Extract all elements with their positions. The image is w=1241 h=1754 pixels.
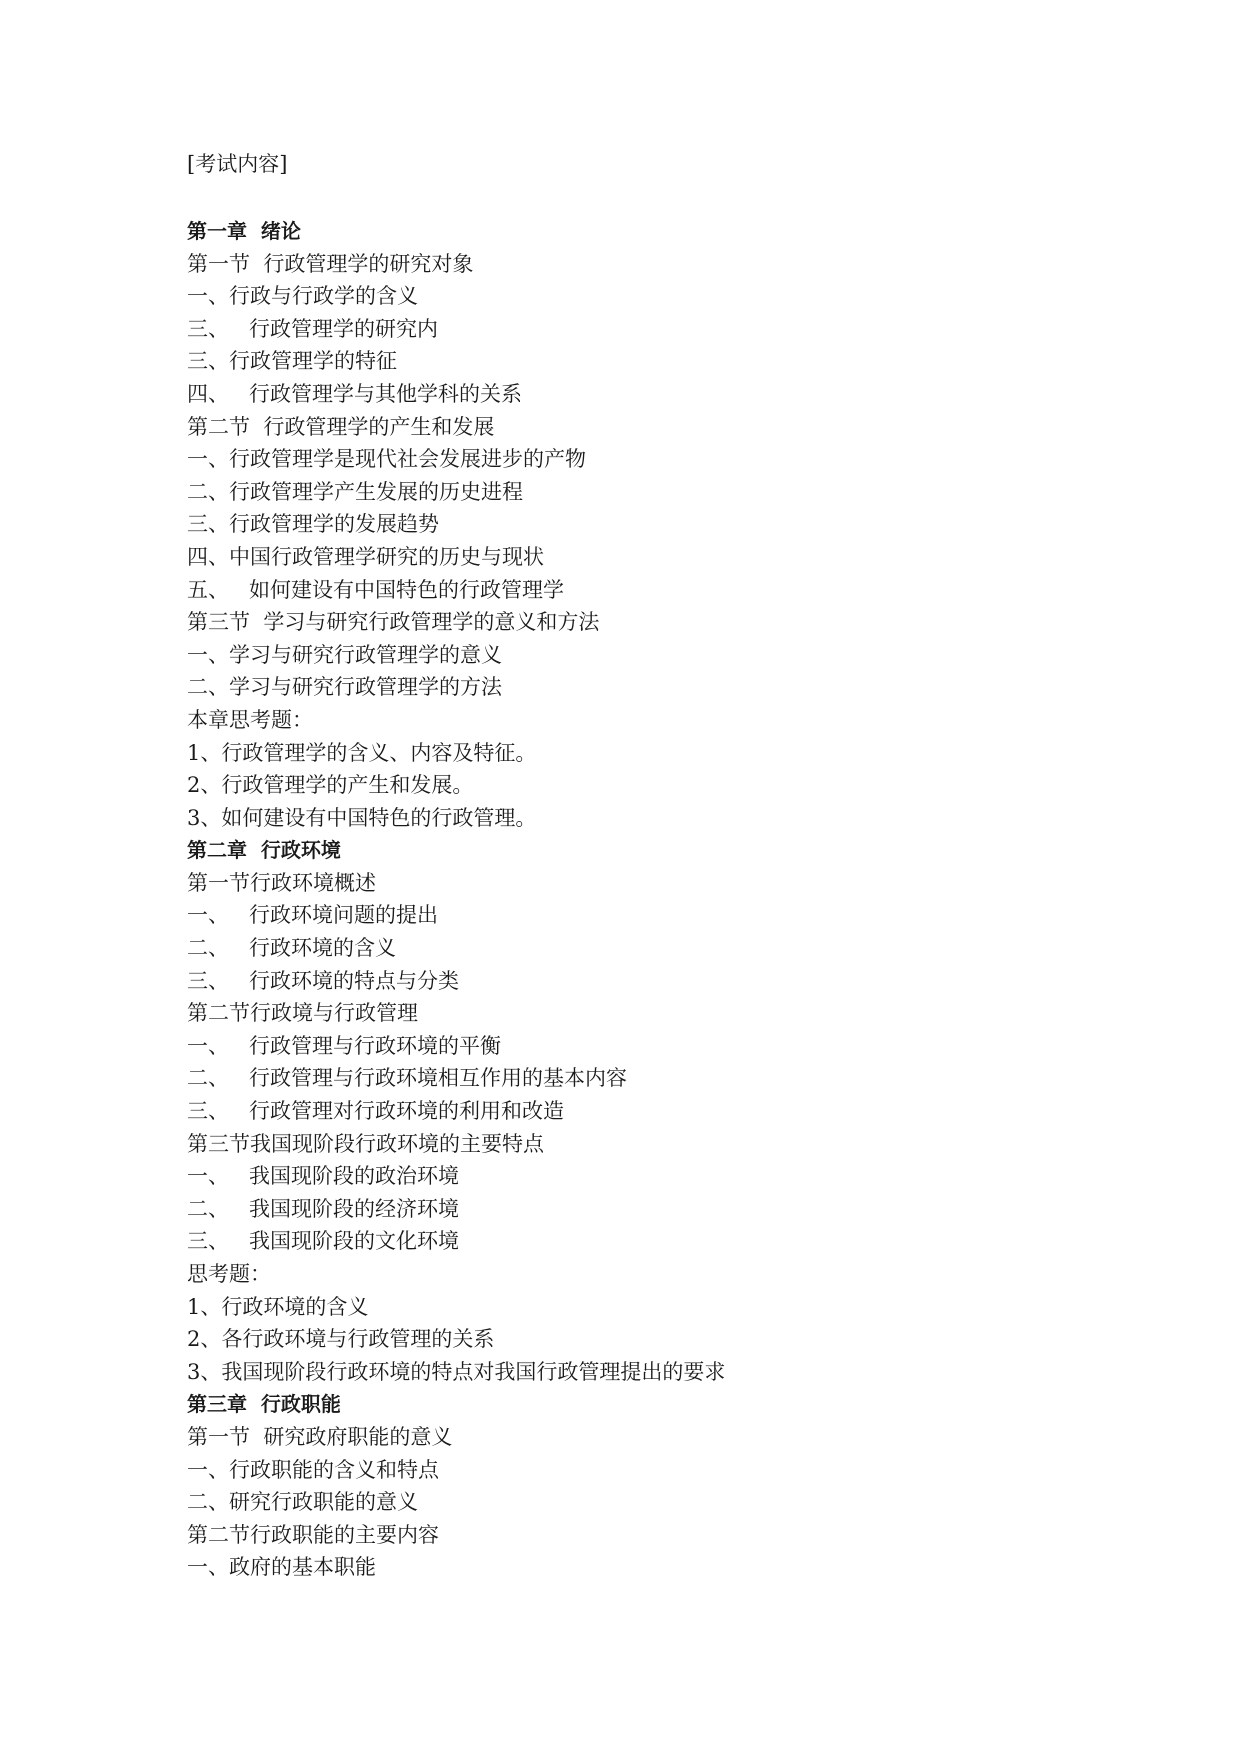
outline-line: 二、 行政环境的含义: [187, 936, 397, 961]
outline-line: 第一节行政环境概述: [187, 870, 376, 895]
outline-line: 二、 行政管理与行政环境相互作用的基本内容: [187, 1066, 628, 1091]
chapter-heading: 第二章 行政环境: [187, 838, 341, 863]
outline-line: 三、 行政管理对行政环境的利用和改造: [187, 1099, 565, 1124]
outline-line: 二、行政管理学产生发展的历史进程: [187, 479, 523, 504]
outline-line: 第三节我国现阶段行政环境的主要特点: [187, 1131, 544, 1156]
outline-line: 三、 行政环境的特点与分类: [187, 968, 460, 993]
outline-line: 一、行政管理学是现代社会发展进步的产物: [187, 447, 586, 472]
outline-line: 一、行政职能的含义和特点: [187, 1457, 439, 1482]
outline-line: 第三节 学习与研究行政管理学的意义和方法: [187, 610, 600, 635]
outline-line: 本章思考题：: [187, 707, 313, 732]
outline-line: 四、中国行政管理学研究的历史与现状: [187, 544, 544, 569]
chapter-heading: 第一章 绪论: [187, 219, 301, 243]
outline-line: 一、 行政环境问题的提出: [187, 903, 439, 928]
outline-line: 3、如何建设有中国特色的行政管理。: [187, 805, 537, 830]
syllabus-outline: [187, 215, 1087, 1584]
chapter-heading: 第三章 行政职能: [187, 1392, 341, 1417]
outline-line: 1、行政管理学的含义、内容及特征。: [187, 740, 537, 765]
outline-line: 一、学习与研究行政管理学的意义: [187, 642, 502, 667]
outline-line: 三、 我国现阶段的文化环境: [187, 1229, 460, 1254]
outline-line: 2、行政管理学的产生和发展。: [187, 773, 474, 798]
outline-line: 2、各行政环境与行政管理的关系: [187, 1327, 495, 1352]
outline-line: 第二节 行政管理学的产生和发展: [187, 414, 495, 439]
outline-line: 一、政府的基本职能: [187, 1555, 376, 1580]
outline-line: 第一节 行政管理学的研究对象: [187, 251, 474, 276]
outline-line: 一、行政与行政学的含义: [187, 284, 418, 309]
outline-line: 3、我国现阶段行政环境的特点对我国行政管理提出的要求: [187, 1359, 726, 1384]
exam-content-heading: [考试内容]: [187, 152, 288, 176]
outline-line: 二、研究行政职能的意义: [187, 1490, 418, 1515]
outline-line: 思考题：: [187, 1262, 271, 1286]
outline-line: 三、行政管理学的发展趋势: [187, 512, 439, 537]
outline-line: 第二节行政职能的主要内容: [187, 1522, 439, 1547]
outline-line: 五、 如何建设有中国特色的行政管理学: [187, 577, 565, 602]
outline-line: 二、学习与研究行政管理学的方法: [187, 675, 502, 700]
outline-line: 一、 我国现阶段的政治环境: [187, 1164, 460, 1189]
outline-line: 二、 我国现阶段的经济环境: [187, 1196, 460, 1221]
outline-line: 1、行政环境的含义: [187, 1294, 369, 1319]
outline-line: 第一节 研究政府职能的意义: [187, 1424, 453, 1449]
outline-line: 四、 行政管理学与其他学科的关系: [187, 381, 523, 406]
outline-line: 三、 行政管理学的研究内: [187, 316, 439, 341]
outline-line: 第二节行政境与行政管理: [187, 1001, 418, 1026]
outline-line: 三、行政管理学的特征: [187, 349, 397, 374]
outline-line: 一、 行政管理与行政环境的平衡: [187, 1033, 502, 1058]
